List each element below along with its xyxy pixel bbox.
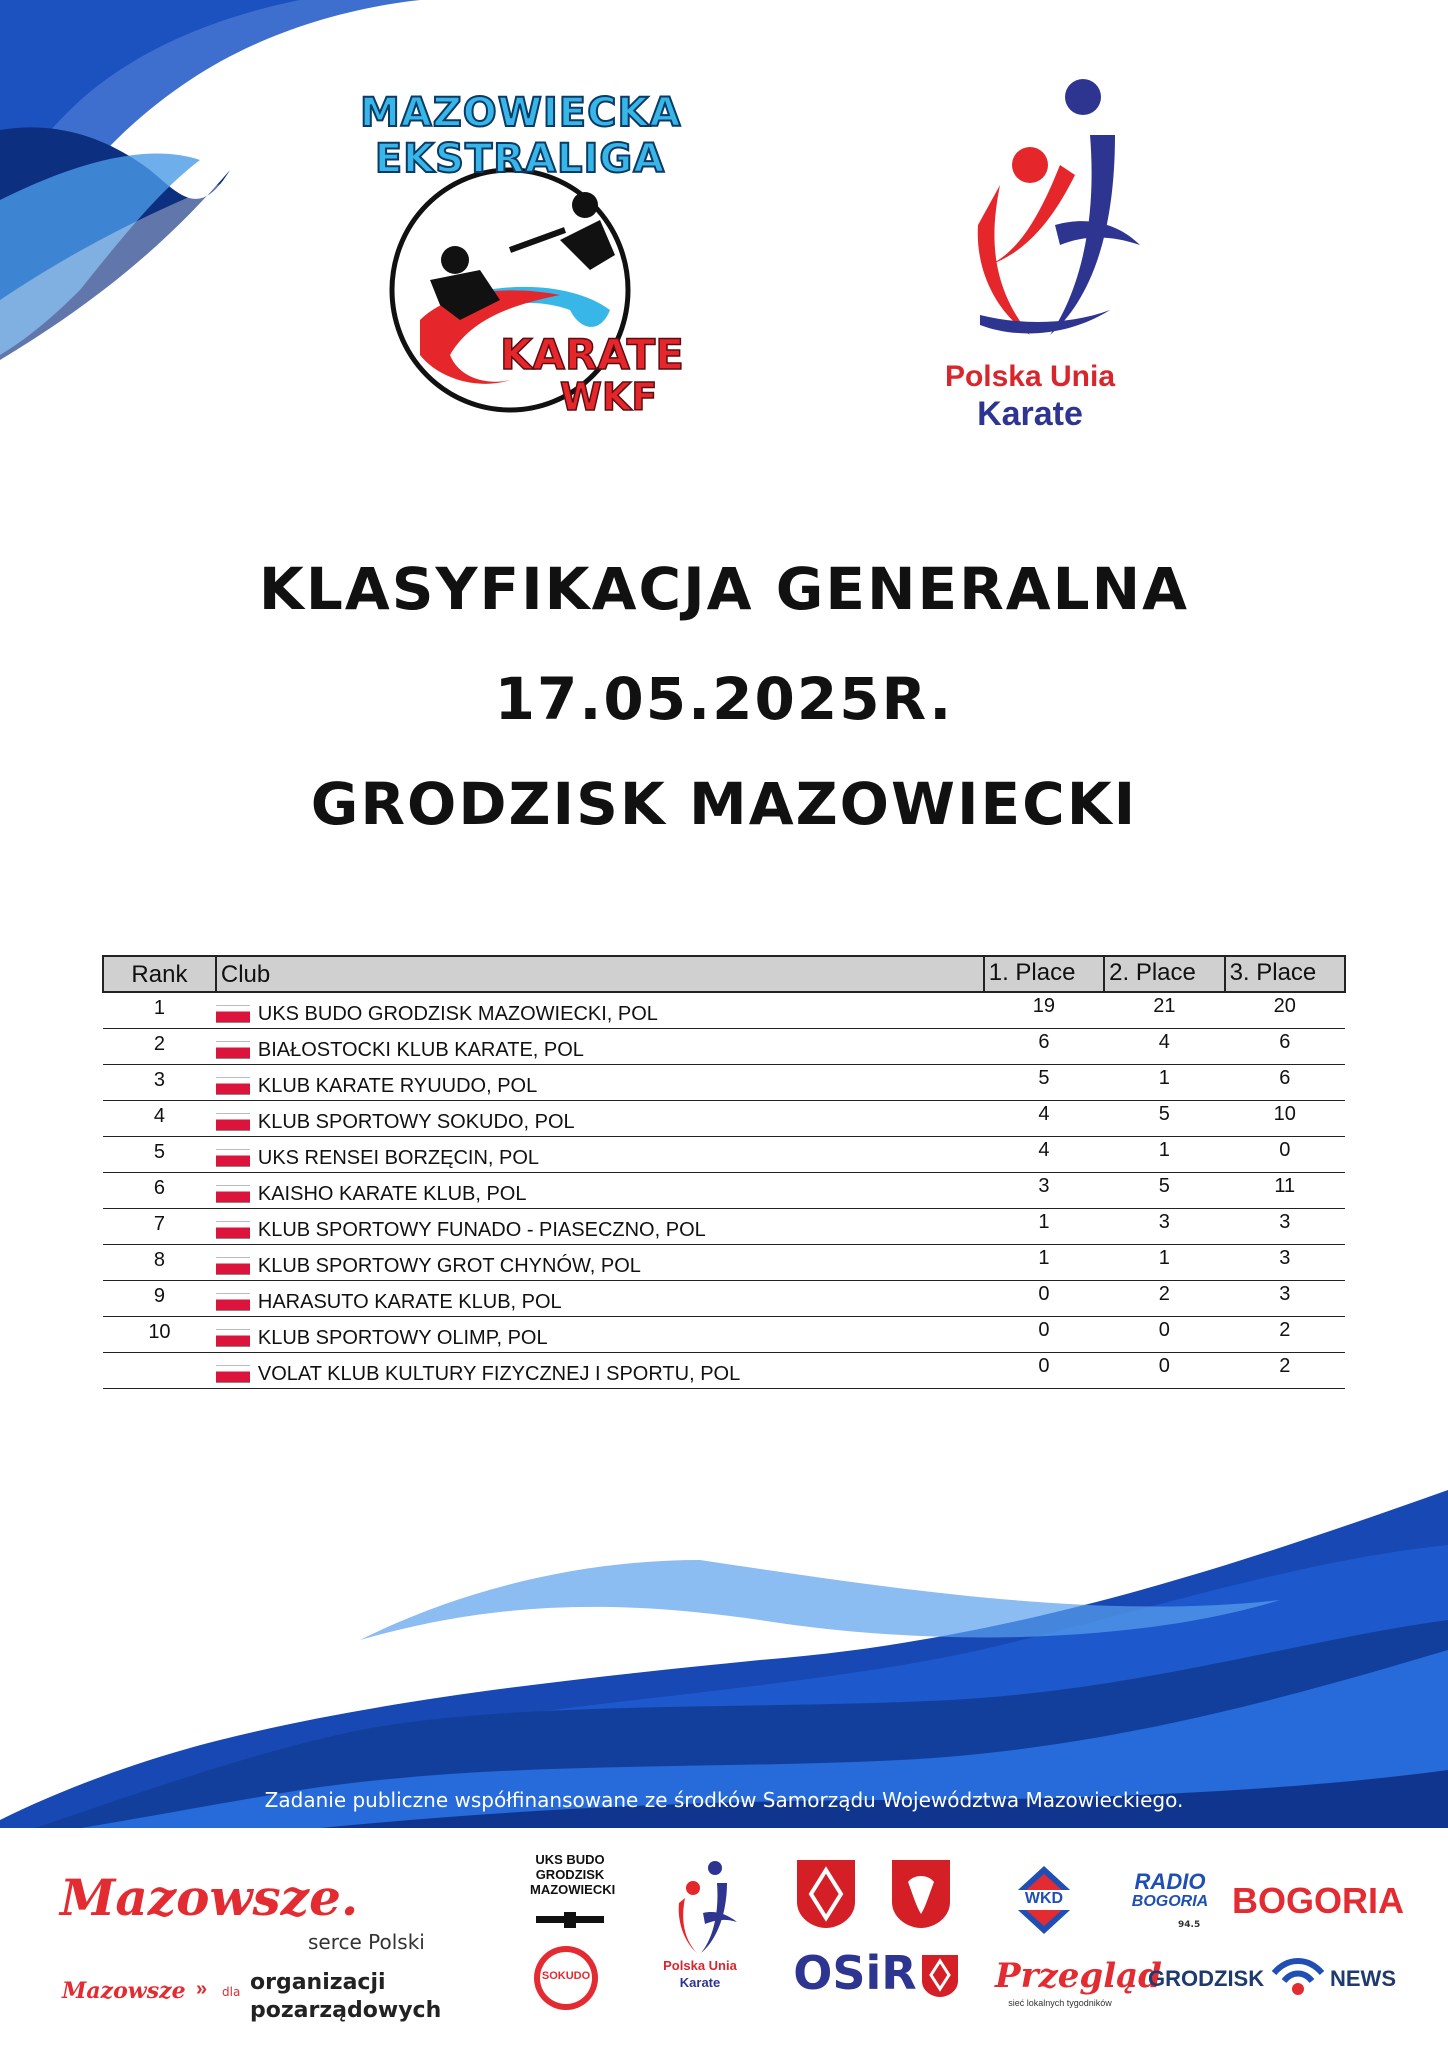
- radio-line1: RADIO: [1134, 1869, 1206, 1894]
- second-place-cell: 0: [1104, 1353, 1224, 1389]
- third-place-cell: 0: [1225, 1137, 1345, 1173]
- rank-cell: 4: [103, 1101, 216, 1137]
- poland-flag-icon: [216, 1366, 250, 1382]
- poland-flag-icon: [216, 1114, 250, 1130]
- second-place-cell: 1: [1104, 1245, 1224, 1281]
- mazowiecka-ekstraliga-logo: [360, 90, 684, 430]
- ngo-arrow-icon: »: [196, 1978, 208, 2000]
- poland-flag-icon: [216, 1258, 250, 1274]
- first-place-cell: 1: [984, 1209, 1104, 1245]
- mazowsze-logo: Mazowsze.: [60, 1868, 359, 1927]
- table-header-row: [103, 956, 1345, 992]
- poland-flag-icon: [216, 1294, 250, 1310]
- third-place-cell: 20: [1225, 992, 1345, 1029]
- third-place-cell: 2: [1225, 1353, 1345, 1389]
- radio-frequency: 94.5: [1178, 1920, 1201, 1930]
- uks-line1: UKS BUDO: [535, 1852, 605, 1867]
- bogoria-logo: BOGORIA: [1231, 1880, 1404, 1921]
- uks-line3: MAZOWIECKI: [530, 1882, 616, 1897]
- ngo-line2: pozarządowych: [250, 1998, 442, 2023]
- pu-small-line1: Polska Unia: [663, 1958, 737, 1973]
- club-cell: [216, 1353, 984, 1389]
- second-place-cell: 21: [1104, 992, 1224, 1029]
- title-line-1: KLASYFIKACJA GENERALNA: [258, 555, 1190, 623]
- table-row: [103, 1209, 1345, 1245]
- mazowsze-tagline: serce Polski: [308, 1930, 425, 1954]
- first-place-cell: 6: [984, 1029, 1104, 1065]
- third-place-cell: 11: [1225, 1173, 1345, 1209]
- header-club: Club: [216, 956, 984, 992]
- club-name: HARASUTO KARATE KLUB, POL: [257, 1291, 562, 1313]
- rank-cell: [103, 1353, 216, 1389]
- poland-flag-icon: [216, 1186, 250, 1202]
- club-name: UKS RENSEI BORZĘCIN, POL: [257, 1147, 540, 1169]
- second-place-cell: 1: [1104, 1137, 1224, 1173]
- header-first-place: 1. Place: [984, 956, 1104, 992]
- rank-cell: 6: [103, 1173, 216, 1209]
- third-place-cell: 2: [1225, 1317, 1345, 1353]
- wkd-text: WKD: [1024, 1890, 1064, 1907]
- uks-budo-logo: [530, 1852, 616, 1897]
- club-cell: [216, 1245, 984, 1281]
- first-place-cell: 3: [984, 1173, 1104, 1209]
- first-place-cell: 4: [984, 1101, 1104, 1137]
- first-place-cell: 4: [984, 1137, 1104, 1173]
- ngo-dla: dla: [222, 1985, 241, 1999]
- third-place-cell: 6: [1225, 1029, 1345, 1065]
- ngo-line1: organizacji: [250, 1970, 386, 1995]
- table-row: [103, 1101, 1345, 1137]
- sponsors-footer: [0, 1828, 1448, 2048]
- radio-line2: BOGORIA: [1131, 1893, 1209, 1910]
- uks-line2: GRODZISK: [535, 1867, 605, 1882]
- logo-left-line1: MAZOWIECKA: [360, 90, 682, 136]
- przeglad-subtitle: sieć lokalnych tygodników: [1008, 1998, 1112, 2008]
- second-place-cell: 1: [1104, 1065, 1224, 1101]
- wifi-icon: [1270, 1953, 1326, 1997]
- club-cell: [216, 1209, 984, 1245]
- grodzisk-news-part1: GRODZISK: [1148, 1966, 1265, 1991]
- second-place-cell: 3: [1104, 1209, 1224, 1245]
- title-location: GRODZISK MAZOWIECKI: [310, 770, 1138, 838]
- table-row: [103, 1065, 1345, 1101]
- second-place-cell: 5: [1104, 1173, 1224, 1209]
- club-name: KLUB SPORTOWY FUNADO - PIASECZNO, POL: [257, 1219, 706, 1241]
- poland-flag-icon: [216, 1006, 250, 1022]
- grodzisk-news-part2: NEWS: [1330, 1966, 1396, 1991]
- pu-small-icon: [655, 1858, 745, 1958]
- club-name: KLUB KARATE RYUUDO, POL: [257, 1075, 538, 1097]
- radio-bogoria-logo: [1125, 1869, 1215, 1912]
- powiat-coat-of-arms-icon: [890, 1858, 952, 1930]
- club-name: VOLAT KLUB KULTURY FIZYCZNEJ I SPORTU, POL: [257, 1363, 741, 1385]
- club-name: BIAŁOSTOCKI KLUB KARATE, POL: [257, 1039, 584, 1061]
- first-place-cell: 0: [984, 1281, 1104, 1317]
- first-place-cell: 0: [984, 1353, 1104, 1389]
- second-place-cell: 0: [1104, 1317, 1224, 1353]
- pu-small-line2: Karate: [679, 1975, 721, 1990]
- club-cell: [216, 1137, 984, 1173]
- club-cell: [216, 1029, 984, 1065]
- logo-left-line3: KARATE: [500, 330, 684, 379]
- sokudo-logo: [534, 1946, 598, 2010]
- rank-cell: 3: [103, 1065, 216, 1101]
- third-place-cell: 6: [1225, 1065, 1345, 1101]
- first-place-cell: 0: [984, 1317, 1104, 1353]
- grodzisk-coat-of-arms-icon: [795, 1858, 857, 1930]
- funding-note: Zadanie publiczne współfinansowane ze środków Samorządu Województwa Mazowieckiego.: [264, 1788, 1184, 1812]
- second-place-cell: 5: [1104, 1101, 1224, 1137]
- club-name: KLUB SPORTOWY GROT CHYNÓW, POL: [257, 1255, 641, 1277]
- club-cell: [216, 1101, 984, 1137]
- osir-logo: OSiR: [793, 1946, 917, 2000]
- third-place-cell: 3: [1225, 1245, 1345, 1281]
- second-place-cell: 4: [1104, 1029, 1224, 1065]
- poland-flag-icon: [216, 1330, 250, 1346]
- first-place-cell: 19: [984, 992, 1104, 1029]
- header-rank: Rank: [103, 956, 216, 992]
- logo-right-line2: Karate: [977, 395, 1083, 433]
- logo-left-line2: EKSTRALIGA: [374, 136, 666, 182]
- club-name: KLUB SPORTOWY SOKUDO, POL: [257, 1111, 575, 1133]
- polska-unia-karate-logo: [880, 75, 1180, 435]
- rank-cell: 8: [103, 1245, 216, 1281]
- przeglad-logo: Przegląd: [995, 1956, 1162, 1996]
- table-row: [103, 1137, 1345, 1173]
- first-place-cell: 5: [984, 1065, 1104, 1101]
- osir-shield-icon: [920, 1953, 960, 1999]
- first-place-cell: 1: [984, 1245, 1104, 1281]
- table-row: [103, 1029, 1345, 1065]
- club-cell: [216, 1065, 984, 1101]
- title-date: 17.05.2025R.: [494, 665, 954, 733]
- club-cell: [216, 1173, 984, 1209]
- table-row: [103, 1281, 1345, 1317]
- logo-right-line1: Polska Unia: [944, 360, 1116, 393]
- club-cell: [216, 1281, 984, 1317]
- ngo-brand: Mazowsze: [62, 1978, 186, 2004]
- rank-cell: 5: [103, 1137, 216, 1173]
- table-row: [103, 1317, 1345, 1353]
- table-row: [103, 1173, 1345, 1209]
- poland-flag-icon: [216, 1150, 250, 1166]
- third-place-cell: 3: [1225, 1281, 1345, 1317]
- poland-flag-icon: [216, 1042, 250, 1058]
- third-place-cell: 3: [1225, 1209, 1345, 1245]
- table-row: [103, 1353, 1345, 1389]
- club-cell: [216, 992, 984, 1029]
- third-place-cell: 10: [1225, 1101, 1345, 1137]
- club-cell: [216, 1317, 984, 1353]
- logo-left-line4: WKF: [560, 375, 658, 419]
- club-name: KLUB SPORTOWY OLIMP, POL: [257, 1327, 548, 1349]
- second-place-cell: 2: [1104, 1281, 1224, 1317]
- rank-cell: 9: [103, 1281, 216, 1317]
- header-second-place: 2. Place: [1104, 956, 1224, 992]
- results-table: [102, 955, 1346, 1389]
- uks-belt-icon: [536, 1910, 604, 1930]
- poland-flag-icon: [216, 1222, 250, 1238]
- sokudo-text: SOKUDO: [541, 1970, 591, 1982]
- rank-cell: 2: [103, 1029, 216, 1065]
- rank-cell: 1: [103, 992, 216, 1029]
- results-body: [103, 992, 1345, 1389]
- poland-flag-icon: [216, 1078, 250, 1094]
- club-name: KAISHO KARATE KLUB, POL: [257, 1183, 527, 1205]
- rank-cell: 7: [103, 1209, 216, 1245]
- rank-cell: 10: [103, 1317, 216, 1353]
- table-row: [103, 1245, 1345, 1281]
- header-third-place: 3. Place: [1225, 956, 1345, 992]
- club-name: UKS BUDO GRODZISK MAZOWIECKI, POL: [257, 1003, 658, 1025]
- table-row: [103, 992, 1345, 1029]
